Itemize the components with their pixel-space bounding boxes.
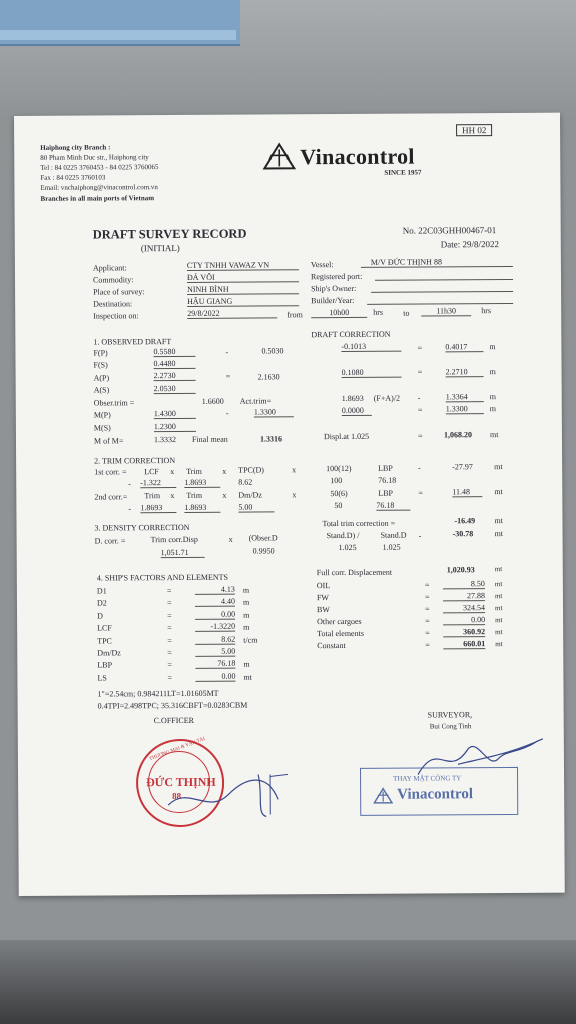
displ-row-label: Other cargoes <box>317 616 362 627</box>
factor-unit: m <box>242 585 250 595</box>
unit-mt: mt <box>494 529 504 539</box>
mid-b-result: 1.3300 <box>446 404 484 414</box>
trim2b-value: 1.8693 <box>184 503 220 513</box>
inspection-label: Inspection on: <box>93 311 139 321</box>
mid-a: 1.8693 <box>341 393 364 404</box>
factor-value: -1.3220 <box>195 622 235 632</box>
record-number: No. 22C03GHH00467-01 <box>402 225 497 236</box>
ms-label: M(S) <box>93 423 111 433</box>
total-trim-label: Total trim correction = <box>322 518 396 529</box>
mofm-value: 1.3332 <box>153 435 177 445</box>
full-displ-value: 1,020.93 <box>446 565 475 575</box>
lcf-label: LCF <box>144 467 159 477</box>
equals-sign: = <box>425 640 430 650</box>
dcorr-label: D. corr. = <box>94 536 126 546</box>
surveyor-name: Bui Cong Tinh <box>429 722 472 731</box>
displ-row-value: 660.01 <box>443 639 485 649</box>
trim2a-value: 1.8693 <box>140 503 176 513</box>
times-sign: x <box>170 491 175 501</box>
vessel-label: Vessel: <box>310 260 334 270</box>
hundred: 100 <box>330 476 343 486</box>
mid-b: 0.0000 <box>342 406 372 416</box>
tpc-label: TPC(D) <box>238 465 264 475</box>
second-corr-result: 11.48 <box>452 487 482 497</box>
equals-sign: = <box>166 598 172 608</box>
unit-mt: mt <box>494 462 503 472</box>
branch-email: Email: vnchaiphong@vinacontrol.com.vn <box>40 183 158 192</box>
unit-mt: mt <box>495 616 503 625</box>
factor-label: Dm/Dz <box>97 648 121 658</box>
trim-label: Trim <box>144 491 161 501</box>
trim-disp-label: Trim corr.Disp <box>150 534 198 545</box>
factor-unit: t/cm <box>243 635 258 645</box>
mid-formula: (F+A)/2 <box>373 393 401 403</box>
factor-label: D1 <box>96 586 107 596</box>
record-date: Date: 29/8/2022 <box>440 239 500 250</box>
obser-value: 0.9950 <box>252 546 275 556</box>
to-label: to <box>403 308 410 318</box>
stand2-value: 1.025 <box>382 542 401 552</box>
branches-note: Branches in all main ports of Vietnam <box>40 194 155 203</box>
displ-row-label: BW <box>316 605 330 615</box>
mid-result: 1.3364 <box>446 392 484 402</box>
record-subtitle: (INITIAL) <box>140 242 180 254</box>
density-result: -30.78 <box>452 529 474 539</box>
factor-unit: m <box>242 597 250 608</box>
seal-number: 88 <box>172 790 182 802</box>
displ-row-value: 27.88 <box>443 591 485 601</box>
from-label: from <box>287 310 303 320</box>
owner-label: Ship's Owner: <box>311 283 357 294</box>
fs-value: 0.4480 <box>153 359 195 369</box>
commodity-label: Commodity: <box>92 275 134 285</box>
aft-result: 2.2710 <box>446 367 484 377</box>
builder-line <box>367 303 513 305</box>
destination-label: Destination: <box>93 299 133 309</box>
vessel-value: M/V ĐỨC THỊNH 88 <box>361 257 513 268</box>
fifty: 50 <box>334 501 343 511</box>
stamp-caption: THAY MẶT CÔNG TY <box>393 774 462 783</box>
applicant-label: Applicant: <box>92 263 127 273</box>
to-time: 11h30 <box>421 306 471 316</box>
from-time: 10h00 <box>311 308 367 318</box>
times-sign: x <box>170 467 175 477</box>
branch-fax: Fax : 84 0225 3760103 <box>40 173 106 182</box>
factor-value: 0.00 <box>195 609 235 619</box>
unit-m: m <box>489 392 496 402</box>
hrs-label-1: hrs <box>373 307 384 317</box>
stand-label: Stand.D) / <box>326 530 360 541</box>
form-code: HH 02 <box>456 124 492 136</box>
registered-label: Registered port: <box>310 271 363 282</box>
obser-label: (Obser.D <box>248 533 278 543</box>
times-sign: x <box>228 534 233 544</box>
unit-mt: mt <box>494 487 503 497</box>
builder-label: Builder/Year: <box>311 295 355 306</box>
unit-mt: mt <box>494 604 503 613</box>
unit-mt: mt <box>495 640 503 649</box>
factor-unit: m <box>243 622 250 632</box>
trim-label: Trim <box>186 490 203 500</box>
displ-row-label: OIL <box>316 581 331 591</box>
equals-sign: = <box>167 635 172 645</box>
density-heading: 3. DENSITY CORRECTION <box>94 522 190 533</box>
seal-name: ĐỨC THỊNH <box>146 774 216 790</box>
factor-label: LS <box>97 673 107 683</box>
trim-label: Trim <box>186 466 202 476</box>
unit-mt: mt <box>495 628 503 637</box>
total-trim-value: -16.49 <box>454 516 476 526</box>
fwd-correction: -0.1013 <box>341 342 401 352</box>
stand-label-2: Stand.D <box>380 530 407 540</box>
factor-label: D2 <box>96 598 107 608</box>
surveyor-title: SURVEYOR, <box>427 710 473 720</box>
unit-m: m <box>489 404 497 414</box>
observed-heading: 1. OBSERVED DRAFT <box>93 337 172 347</box>
factor-value: 0.00 <box>195 671 235 681</box>
stand1-value: 1.025 <box>338 542 357 553</box>
ap-label: A(P) <box>93 373 110 383</box>
dmdz-label: Dm/Dz <box>238 490 262 500</box>
mp-value: 1.4300 <box>154 409 196 419</box>
stamp-logo-icon <box>373 787 393 810</box>
frac-100-12: 100(12) <box>326 463 352 474</box>
officer-label: C.OFFICER <box>153 715 194 726</box>
fwd-result: 0.4017 <box>445 342 483 352</box>
lbp-value: 76.18 <box>378 475 397 485</box>
trim-disp-value: 1,051.71 <box>161 548 205 558</box>
factor-unit: m <box>243 659 250 669</box>
owner-line <box>371 291 513 293</box>
first-corr-result: -27.97 <box>452 462 473 472</box>
unit-m: m <box>489 367 496 377</box>
displ-row-label: Constant <box>317 640 346 651</box>
equals-sign: = <box>167 660 172 670</box>
trim-value: 1.8693 <box>184 478 220 488</box>
unit-m: m <box>489 342 496 352</box>
a-mean: 2.1630 <box>257 372 280 382</box>
times-sign: x <box>292 465 297 475</box>
frac-50-6: 50(6) <box>330 488 348 499</box>
as-value: 2.0530 <box>154 384 196 394</box>
ap-value: 2.2730 <box>154 371 196 381</box>
equals-sign: = <box>425 616 430 626</box>
as-label: A(S) <box>93 385 110 395</box>
equals-sign: = <box>167 672 172 682</box>
final-mean-label: Final mean <box>191 434 228 444</box>
ms-value: 1.2300 <box>154 422 196 432</box>
factor-label: LCF <box>97 623 112 633</box>
factor-value: 4.40 <box>195 597 235 607</box>
displ-label: Displ.at 1.025 <box>323 431 370 442</box>
unit-mt: mt <box>494 565 503 574</box>
equals-sign: = <box>166 586 172 596</box>
aft-correction: 0.1080 <box>342 368 402 378</box>
equals-sign: = <box>425 628 430 638</box>
factor-unit: m <box>243 610 250 620</box>
factor-unit: mt <box>243 672 252 682</box>
obs-trim-value: 1.6600 <box>201 396 224 406</box>
draft-correction-heading: DRAFT CORRECTION <box>311 329 391 340</box>
mp-label: M(P) <box>93 410 111 420</box>
destination-value: HẬU GIANG <box>187 296 299 307</box>
tpc-value: 8.62 <box>238 477 253 487</box>
applicant-value: CTY TNHH VAWAZ VN <box>187 260 299 271</box>
second-corr-label: 2nd corr.= <box>94 492 128 502</box>
brand-logo-icon <box>262 142 296 175</box>
conversion-1: 1"=2.54cm; 0.984211LT=1.01605MT <box>97 688 219 699</box>
factors-heading: 4. SHIP'S FACTORS AND ELEMENTS <box>96 572 229 583</box>
equals-sign: = <box>167 648 172 658</box>
unit-mt: mt <box>494 580 503 589</box>
record-title: DRAFT SURVEY RECORD <box>92 226 247 242</box>
branch-tel: Tel : 84 0225 3760453 - 84 0225 3760065 <box>40 163 159 172</box>
document-page: Haiphong city Branch : 80 Pham Minh Duc str., Haiphong city Tel : 84 0225 3760453 - 84 0225 3760065 Fax : 84 0225 3760103 Email: vnchaiphong@vinacontrol.com.vn Branches in all main ports of Vietnam Vinacontrol SINCE 1957 HH 02 DRAFT SURVEY RECORD (INITIAL) No. 22C03GHH00467-01 Date: 29/8/2022 Applicant: CTY TNHH VAWAZ VN Commodity: ĐÁ VÔI Place of survey: NINH BÌNH Destination: HẬU GIANG Inspection on: 29/8/2022 Vessel: M/V ĐỨC THỊNH 88 Registered port: Ship's Owner: Builder/Year: from 10h00 hrs to 11h30 hrs 1. OBSERVED DRAFT DRAFT CORRECTION F(P) 0.5580 - 0.5030 -0.1013 = 0.4017 m F(S) 0.4480 A(P) 2.2730 = 2.1630 0.1080 = 2.2710 m A(S) 2.0530 Obser.trim = 1.6600 Act.trim= 1.8693 (F+A)/2 - 1.3364 m M(P) 1.4300 - 1.3300 0.0000 = 1.3300 m M(S) 1.2300 M of M= 1.3332 Final mean 1.3316 Displ.at 1.025 = 1,068.20 mt 2. TRIM CORRECTION 1st corr. = LCF x Trim x TPC(D) x 100(12) LBP - -27.97 mt - -1.322 1.8693 8.62 100 76.18 2nd corr.= Trim x Trim x Dm/Dz x 50(6) LBP = 11.48 mt - 1.8693 1.8693 5.00 50 76.18 3. DENSITY CORRECTION Total trim correction = -16.49 mt D. corr. = Trim corr.Disp x (Obser.D Stand.D) / Stand.D - -30.78 mt 1,051.71 0.9950 1.025 1.025 4. SHIP'S FACTORS AND ELEMENTS D1 = 4.13 m D2 = 4.40 m D = 0.00 m LCF = -1.3220 m TPC = 8.62 t/cm Dm/Dz = 5.00 LBP = 76.18 m LS = 0.00 mt 1"=2.54cm; 0.984211LT=1.01605MT 0.4TPI=2.498TPC; 35.316CBFT=0.0283CBM C.OFFICER Full corr. Displacement 1,020.93 mt OIL = 8.50 mt FW = 27.88 mt BW = 324.54 mt Other cargoes = 0.00 mt Total elements = 360.92 mt Constant = 660.01 mt SURVEYOR, Bui Cong Tinh ĐỨC THỊNH 88 THƯƠNG MẠI & VẬN TẢI THAY MẶT CÔNG TY Vinacontrol <box>14 113 565 896</box>
displ-row-label: Total elements <box>317 628 364 639</box>
displ-row-value: 8.50 <box>443 579 485 589</box>
factor-label: TPC <box>97 636 112 646</box>
equals-sign: = <box>424 580 430 590</box>
final-mean-value: 1.3316 <box>259 434 283 444</box>
trim-heading: 2. TRIM CORRECTION <box>94 456 176 466</box>
equals-sign: = <box>424 592 430 602</box>
obs-trim-label: Obser.trim = <box>93 398 135 408</box>
lcf-value: -1.322 <box>140 478 176 488</box>
displ-row-label: FW <box>316 593 329 603</box>
factor-value: 8.62 <box>195 634 235 644</box>
dmdz-value: 5.00 <box>238 502 274 512</box>
f-mean: 0.5030 <box>261 346 284 356</box>
lbp-label: LBP <box>378 488 394 498</box>
factor-value: 5.00 <box>195 647 235 657</box>
fp-label: F(P) <box>93 348 108 358</box>
displ-value: 1,068.20 <box>443 430 472 440</box>
equals-sign: = <box>424 604 430 614</box>
fs-label: F(S) <box>93 360 108 370</box>
registered-line <box>375 279 513 281</box>
stamp-brand: Vinacontrol <box>397 786 474 803</box>
displ-row-value: 0.00 <box>443 615 485 625</box>
unit-mt: mt <box>494 592 503 601</box>
times-sign: x <box>222 490 227 500</box>
blue-folder-edge <box>0 30 236 40</box>
displ-row-value: 324.54 <box>443 603 485 613</box>
times-sign: x <box>292 490 297 500</box>
times-sign: x <box>222 466 227 476</box>
factor-label: D <box>97 611 103 621</box>
seal-ring-text: THƯƠNG MẠI & VẬN TẢI <box>148 736 206 763</box>
factor-value: 76.18 <box>195 659 235 669</box>
surveyor-signature <box>398 719 548 790</box>
branch-title: Haiphong city Branch : <box>40 143 111 152</box>
lbp-label: LBP <box>378 463 393 473</box>
factor-value: 4.13 <box>195 585 235 595</box>
unit-mt: mt <box>489 430 499 440</box>
background-bottom <box>0 940 576 1024</box>
brand-name: Vinacontrol <box>300 143 415 170</box>
commodity-value: ĐÁ VÔI <box>187 272 299 283</box>
factor-label: LBP <box>97 660 113 670</box>
officer-signature <box>158 754 298 825</box>
branch-address: 80 Pham Minh Duc str., Haiphong city <box>40 153 149 162</box>
equals-sign: = <box>167 610 172 620</box>
act-trim-label: Act.trim= <box>239 396 272 406</box>
unit-mt: mt <box>494 516 503 526</box>
fp-value: 0.5580 <box>153 347 195 357</box>
lbp2-value: 76.18 <box>376 501 410 511</box>
equals-sign: = <box>167 623 172 633</box>
hrs-label-2: hrs <box>481 306 492 316</box>
m-mean: 1.3300 <box>254 407 294 417</box>
first-corr-label: 1st corr. = <box>94 467 127 477</box>
full-displ-label: Full corr. Displacement <box>316 567 393 578</box>
inspection-value: 29/8/2022 <box>187 308 277 319</box>
displ-row-value: 360.92 <box>443 627 485 637</box>
mofm-label: M of M= <box>93 436 124 446</box>
place-label: Place of survey: <box>93 287 145 297</box>
place-value: NINH BÌNH <box>187 284 299 295</box>
brand-since: SINCE 1957 <box>384 168 422 177</box>
conversion-2: 0.4TPI=2.498TPC; 35.316CBFT=0.0283CBM <box>97 700 248 711</box>
